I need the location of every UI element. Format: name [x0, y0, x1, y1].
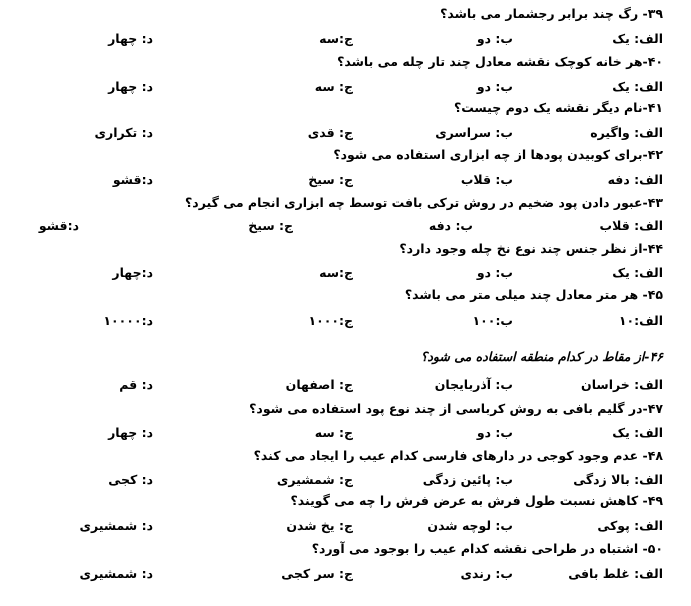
option-d: د: چهار [108, 425, 153, 440]
option-b: ب: آذربایجان [434, 377, 513, 392]
question-40: ۴۰-هر خانه کوچک نقشه معادل چند تار چله می باشد؟ [337, 54, 663, 69]
option-b: ب: لوچه شدن [427, 518, 513, 533]
option-c: ج: اصفهان [285, 377, 353, 392]
option-b: ب: رندی [460, 566, 513, 581]
option-b: ب: دو [476, 265, 513, 280]
option-a: الف: غلط بافی [568, 566, 663, 581]
option-d: د: تکراری [94, 125, 153, 140]
question-39: ۳۹- رگ چند برابر رجشمار می باشد؟ [440, 6, 663, 21]
option-d: د: شمشیری [79, 518, 153, 533]
option-a: الف: یک [612, 265, 663, 280]
option-c: ج: سه [314, 79, 353, 94]
option-a: الف: دفه [607, 172, 663, 187]
option-a: الف:۱۰ [618, 313, 663, 328]
option-a: الف: قلاب [599, 218, 663, 233]
question-44: ۴۴-از نظر جنس چند نوع نخ چله وجود دارد؟ [399, 241, 663, 256]
option-c: ج:سه [319, 265, 353, 280]
option-a: الف: یک [612, 425, 663, 440]
option-b: ب: قلاب [460, 172, 513, 187]
option-b: ب: دفه [428, 218, 473, 233]
option-c: ج: یخ شدن [286, 518, 353, 533]
option-d: د:چهار [112, 265, 153, 280]
question-50: ۵۰- اشتباه در طراحی نقشه کدام عیب را بوجود می آورد؟ [311, 541, 663, 556]
option-b: ب:۱۰۰ [472, 313, 513, 328]
option-c: ج:سه [319, 31, 353, 46]
option-c: ج: شمشیری [276, 472, 353, 487]
option-a: الف: بالا زدگی [573, 472, 663, 487]
option-a: الف: یک [612, 79, 663, 94]
option-b: ب: دو [476, 31, 513, 46]
option-d: د:قشو [38, 218, 79, 233]
option-d: د: چهار [108, 79, 153, 94]
option-c: ج: سه [314, 425, 353, 440]
question-41: ۴۱-نام دیگر نقشه یک دوم چیست؟ [453, 100, 663, 115]
question-49: ۴۹- کاهش نسبت طول فرش به عرض فرش را چه می گویند؟ [290, 493, 663, 508]
option-d: د: شمشیری [79, 566, 153, 581]
question-43: ۴۳-عبور دادن پود ضخیم در روش ترکی بافت توسط چه ابزاری انجام می گیرد؟ [185, 195, 663, 210]
option-a: الف: خراسان [581, 377, 663, 392]
option-c: ج:۱۰۰۰ [308, 313, 353, 328]
option-c: ج: سیخ [308, 172, 353, 187]
option-c: ج: سیخ [248, 218, 293, 233]
option-c: ج: سر کجی [281, 566, 353, 581]
question-47: ۴۷-در گلیم بافی به روش کرباسی از چند نوع پود استفاده می شود؟ [249, 401, 663, 416]
option-d: د:قشو [112, 172, 153, 187]
option-a: الف: پوکی [597, 518, 663, 533]
option-b: ب: سراسری [435, 125, 513, 140]
option-b: ب: پائین زدگی [422, 472, 513, 487]
option-b: ب: دو [476, 425, 513, 440]
question-42: ۴۲-برای کوبیدن پودها از چه ابزاری استفاده می شود؟ [333, 147, 663, 162]
option-a: الف: یک [612, 31, 663, 46]
option-d: د:۱۰۰۰۰ [103, 313, 153, 328]
option-b: ب: دو [476, 79, 513, 94]
option-d: د: کجی [108, 472, 153, 487]
option-d: د: چهار [108, 31, 153, 46]
option-d: د: قم [119, 377, 153, 392]
option-a: الف: واگیره [590, 125, 663, 140]
question-48: ۴۸- عدم وجود کوجی در دارهای فارسی کدام عیب را ایجاد می کند؟ [253, 448, 663, 463]
question-45: ۴۵- هر متر معادل چند میلی متر می باشد؟ [404, 287, 663, 302]
question-46: ۴۶-از مقاط در کدام منطقه استفاده می شود؟ [420, 349, 663, 364]
option-c: ج: قدی [307, 125, 353, 140]
